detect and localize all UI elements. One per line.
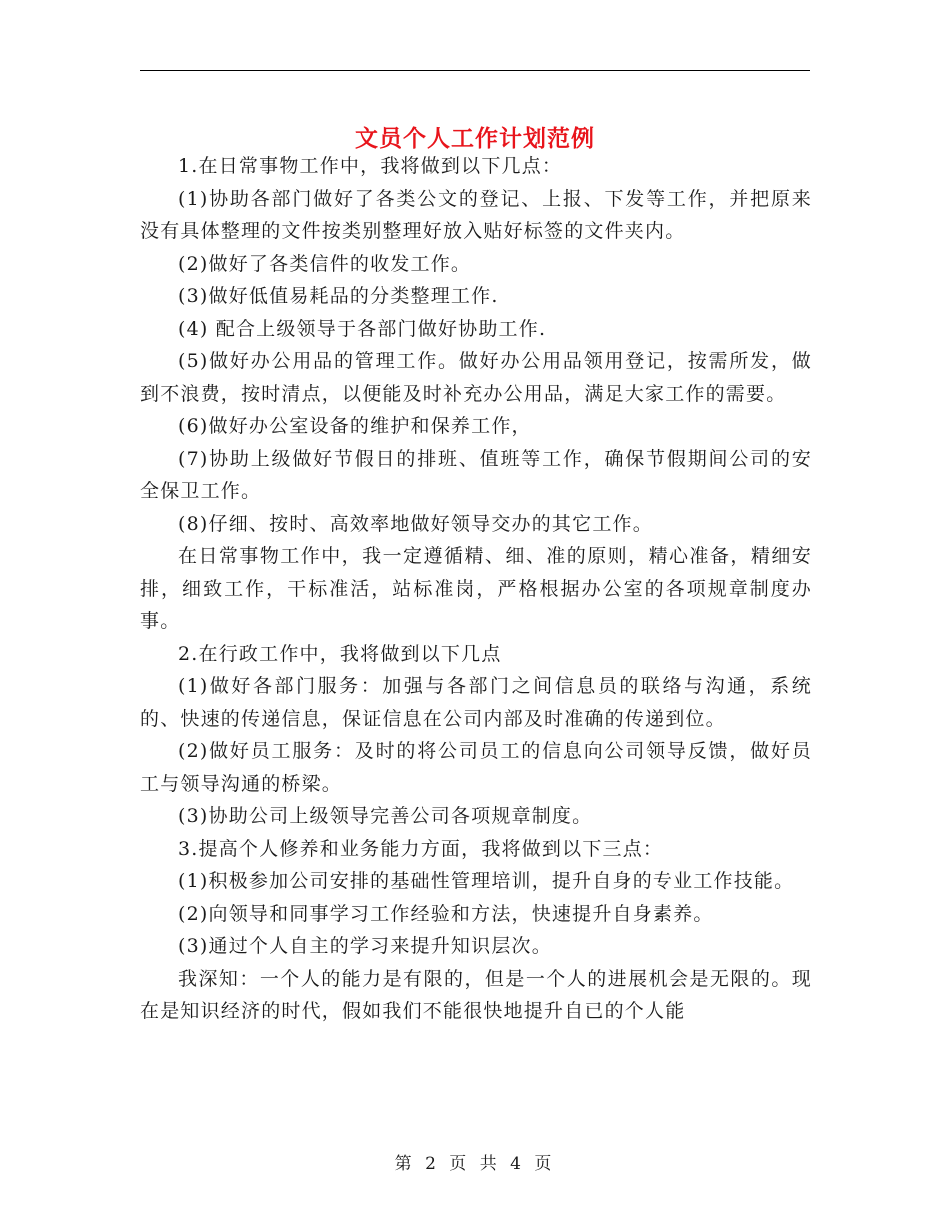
paragraph: (7)协助上级做好节假日的排班、值班等工作，确保节假期间公司的安全保卫工作。 xyxy=(140,447,812,502)
paragraph: (3)通过个人自主的学习来提升知识层次。 xyxy=(178,935,552,957)
paragraph: (1)协助各部门做好了各类公文的登记、上报、下发等工作，并把原来没有具体整理的文件按类别整理好放入贴好标签的文件夹内。 xyxy=(140,187,812,242)
paragraph: (8)仔细、按时、高效率地做好领导交办的其它工作。 xyxy=(178,512,653,535)
paragraph: (4) 配合上级领导于各部门做好协助工作. xyxy=(178,317,547,340)
document-body xyxy=(140,150,812,1028)
paragraph: 3.提高个人修养和业务能力方面，我将做到以下三点： xyxy=(178,837,664,860)
paragraph: (2)做好了各类信件的收发工作。 xyxy=(178,252,472,275)
paragraph: (2)向领导和同事学习工作经验和方法，快速提升自身素养。 xyxy=(178,902,714,925)
paragraph: (3)做好低值易耗品的分类整理工作. xyxy=(178,285,499,307)
paragraph: 1.在日常事物工作中，我将做到以下几点： xyxy=(178,155,563,177)
header-rule xyxy=(140,70,810,71)
paragraph: (6)做好办公室设备的维护和保养工作， xyxy=(178,415,532,437)
paragraph: 我深知：一个人的能力是有限的，但是一个人的进展机会是无限的。现在是知识经济的时代，假如我们不能很快地提升自已的个人能 xyxy=(140,967,812,1022)
paragraph: (3)协助公司上级领导完善公司各项规章制度。 xyxy=(178,805,593,827)
page-number: 第 2 页 共 4 页 xyxy=(394,1154,556,1174)
paragraph: (1)积极参加公司安排的基础性管理培训，提升自身的专业工作技能。 xyxy=(178,870,795,892)
paragraph: 在日常事物工作中，我一定遵循精、细、准的原则，精心准备，精细安排，细致工作，干标准活，站标准岗，严格根据办公室的各项规章制度办事。 xyxy=(140,545,812,632)
paragraph: (5)做好办公用品的管理工作。做好办公用品领用登记，按需所发，做到不浪费，按时清点，以便能及时补充办公用品，满足大家工作的需要。 xyxy=(140,350,812,405)
document-title: 文员个人工作计划范例 xyxy=(355,125,595,153)
paragraph: (1)做好各部门服务：加强与各部门之间信息员的联络与沟通，系统的、快速的传递信息，保证信息在公司内部及时准确的传递到位。 xyxy=(140,675,812,730)
paragraph: 2.在行政工作中，我将做到以下几点 xyxy=(178,642,502,665)
paragraph: (2)做好员工服务：及时的将公司员工的信息向公司领导反馈，做好员工与领导沟通的桥梁。 xyxy=(140,740,812,795)
